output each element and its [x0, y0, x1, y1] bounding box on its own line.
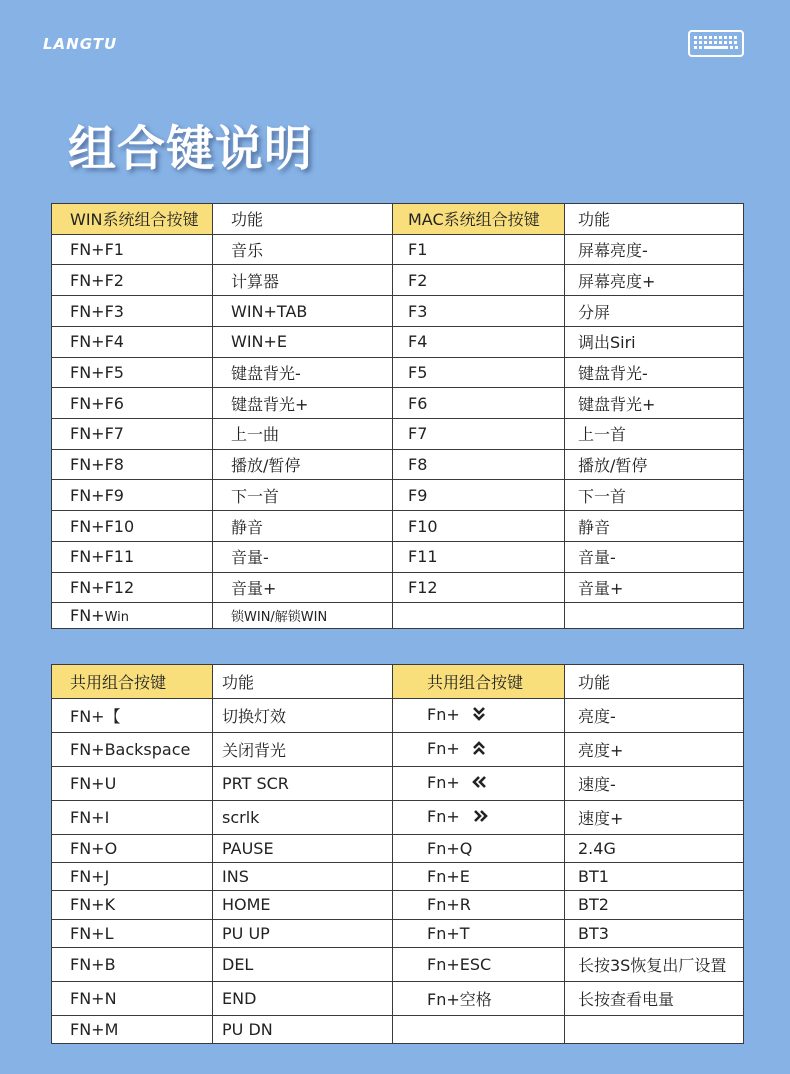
mac-key-cell: F9 — [393, 480, 565, 511]
shared-key-cell: FN+L — [52, 919, 213, 947]
fn-prefix: FN+ — [70, 606, 105, 626]
key-label: Fn+R — [427, 895, 471, 915]
shared-key-cell — [393, 862, 565, 890]
table-row — [52, 732, 744, 766]
table-row — [52, 862, 744, 890]
win-key-cell: FN+F8 — [52, 449, 213, 480]
win-key-cell: FN+F7 — [52, 419, 213, 450]
shared-function-cell: BT3 — [565, 919, 744, 947]
mac-function-cell: 屏幕亮度- — [565, 234, 744, 265]
mac-function-cell: 分屏 — [565, 296, 744, 327]
win-key-label: Win — [104, 610, 129, 626]
shared-function-cell: BT1 — [565, 862, 744, 890]
double-chevron-down-icon — [472, 706, 486, 725]
table-row — [52, 919, 744, 947]
brand-logo: LANGTU — [43, 35, 118, 53]
mac-function-cell: 调出Siri — [565, 326, 744, 357]
header-shared-keys: 共用组合按键 — [52, 665, 213, 699]
shared-key-cell: FN+M — [52, 1015, 213, 1043]
key-label: Fn+ — [427, 705, 460, 725]
shared-key-cell: FN+O — [52, 834, 213, 862]
mac-function-cell: 键盘背光- — [565, 357, 744, 388]
table-header-row — [52, 204, 744, 235]
keyboard-icon — [688, 30, 744, 57]
table-row — [52, 947, 744, 981]
win-key-cell: FN+F10 — [52, 511, 213, 542]
mac-function-cell: 键盘背光+ — [565, 388, 744, 419]
shared-key-cell: FN+I — [52, 800, 213, 834]
shared-key-cell: FN+N — [52, 981, 213, 1015]
mac-function-cell: 屏幕亮度+ — [565, 265, 744, 296]
page-title: 组合键说明 — [68, 121, 314, 177]
shared-key-cell — [393, 947, 565, 981]
key-label: Fn+Q — [427, 838, 473, 858]
shared-key-cell: FN+【 — [52, 698, 213, 732]
win-function-cell: 上一曲 — [213, 419, 393, 450]
shared-function-cell: 速度+ — [565, 800, 744, 834]
table-row — [52, 296, 744, 327]
shared-function-cell: 亮度+ — [565, 732, 744, 766]
key-label: Fn+空格 — [427, 989, 492, 1009]
table-row — [52, 1015, 744, 1043]
double-chevron-left-icon — [472, 774, 488, 793]
mac-key-cell — [393, 603, 565, 629]
win-key-cell: FN+F12 — [52, 572, 213, 603]
shared-function-cell: BT2 — [565, 891, 744, 919]
key-label: Fn+ — [427, 739, 460, 759]
mac-key-cell: F4 — [393, 326, 565, 357]
mac-function-cell: 播放/暂停 — [565, 449, 744, 480]
shared-function-cell: INS — [213, 862, 393, 890]
table-row — [52, 603, 744, 629]
shared-key-cell — [393, 766, 565, 800]
win-function-cell: WIN+TAB — [213, 296, 393, 327]
mac-key-cell: F3 — [393, 296, 565, 327]
table-row — [52, 326, 744, 357]
win-function-cell: 静音 — [213, 511, 393, 542]
shared-key-cell: FN+Backspace — [52, 732, 213, 766]
win-key-cell: FN+F5 — [52, 357, 213, 388]
mac-function-cell: 静音 — [565, 511, 744, 542]
table-row — [52, 449, 744, 480]
shared-function-cell: scrlk — [213, 800, 393, 834]
shared-function-cell: 关闭背光 — [213, 732, 393, 766]
key-label: Fn+ESC — [427, 954, 492, 974]
shared-key-cell — [393, 732, 565, 766]
key-label: Fn+ — [427, 773, 460, 793]
header-shared-keys: 共用组合按键 — [393, 665, 565, 699]
win-function-cell: 计算器 — [213, 265, 393, 296]
table-row — [52, 981, 744, 1015]
table-row — [52, 357, 744, 388]
shared-key-cell: FN+B — [52, 947, 213, 981]
shared-key-cell — [393, 834, 565, 862]
table-row — [52, 834, 744, 862]
table-row — [52, 541, 744, 572]
shared-function-cell: 2.4G — [565, 834, 744, 862]
mac-function-cell: 下一首 — [565, 480, 744, 511]
shared-function-cell: 切换灯效 — [213, 698, 393, 732]
header-function: 功能 — [565, 204, 744, 235]
win-key-cell: FN+F1 — [52, 234, 213, 265]
win-key-cell: FN+F2 — [52, 265, 213, 296]
win-function-cell: 音乐 — [213, 234, 393, 265]
win-function-cell: 锁WIN/解锁WIN — [213, 603, 393, 629]
shared-key-cell: FN+U — [52, 766, 213, 800]
shared-function-cell: END — [213, 981, 393, 1015]
key-label: Fn+ — [427, 807, 460, 827]
mac-key-cell: F2 — [393, 265, 565, 296]
win-function-cell: 键盘背光+ — [213, 388, 393, 419]
shared-shortcut-table — [51, 664, 744, 1044]
shared-key-cell: FN+J — [52, 862, 213, 890]
shared-key-cell — [393, 800, 565, 834]
shared-function-cell: PAUSE — [213, 834, 393, 862]
header-function: 功能 — [213, 204, 393, 235]
header-win-keys: WIN系统组合按键 — [52, 204, 213, 235]
header-function: 功能 — [213, 665, 393, 699]
mac-function-cell — [565, 603, 744, 629]
table-row — [52, 480, 744, 511]
mac-function-cell: 音量- — [565, 541, 744, 572]
mac-key-cell: F8 — [393, 449, 565, 480]
shared-function-cell: PU DN — [213, 1015, 393, 1043]
mac-key-cell: F6 — [393, 388, 565, 419]
shared-key-cell — [393, 1015, 565, 1043]
win-key-cell: FN+F9 — [52, 480, 213, 511]
shared-function-cell: PU UP — [213, 919, 393, 947]
shared-key-cell — [393, 891, 565, 919]
win-key-cell: FN+F6 — [52, 388, 213, 419]
win-key-cell: FN+F4 — [52, 326, 213, 357]
key-label: Fn+T — [427, 923, 470, 943]
win-function-cell: 键盘背光- — [213, 357, 393, 388]
shared-key-cell: FN+K — [52, 891, 213, 919]
shared-function-cell: 亮度- — [565, 698, 744, 732]
table-header-row — [52, 665, 744, 699]
shared-key-cell — [393, 698, 565, 732]
win-function-cell: 下一首 — [213, 480, 393, 511]
table-row — [52, 265, 744, 296]
mac-key-cell: F7 — [393, 419, 565, 450]
win-mac-shortcut-table — [51, 203, 744, 629]
key-label: Fn+E — [427, 867, 470, 887]
shared-function-cell: 速度- — [565, 766, 744, 800]
table-row — [52, 419, 744, 450]
table-row — [52, 388, 744, 419]
mac-key-cell: F1 — [393, 234, 565, 265]
shared-function-cell — [565, 1015, 744, 1043]
win-function-cell: WIN+E — [213, 326, 393, 357]
table-row — [52, 891, 744, 919]
shared-key-cell — [393, 919, 565, 947]
win-function-cell: 播放/暂停 — [213, 449, 393, 480]
shared-function-cell: 长按3S恢复出厂设置 — [565, 947, 744, 981]
win-key-cell: FN+F11 — [52, 541, 213, 572]
mac-key-cell: F11 — [393, 541, 565, 572]
header-function: 功能 — [565, 665, 744, 699]
win-function-cell: 音量+ — [213, 572, 393, 603]
double-chevron-right-icon — [472, 808, 488, 827]
table-row — [52, 800, 744, 834]
table-row — [52, 766, 744, 800]
table-row — [52, 234, 744, 265]
mac-function-cell: 音量+ — [565, 572, 744, 603]
table-row — [52, 511, 744, 542]
mac-key-cell: F12 — [393, 572, 565, 603]
mac-key-cell: F5 — [393, 357, 565, 388]
header-mac-keys: MAC系统组合按键 — [393, 204, 565, 235]
win-function-cell: 音量- — [213, 541, 393, 572]
table-row — [52, 698, 744, 732]
double-chevron-up-icon — [472, 740, 486, 759]
shared-function-cell: PRT SCR — [213, 766, 393, 800]
mac-key-cell: F10 — [393, 511, 565, 542]
shared-function-cell: HOME — [213, 891, 393, 919]
mac-function-cell: 上一首 — [565, 419, 744, 450]
shared-function-cell: DEL — [213, 947, 393, 981]
win-key-cell — [52, 603, 213, 629]
shared-key-cell — [393, 981, 565, 1015]
table-row — [52, 572, 744, 603]
shared-function-cell: 长按查看电量 — [565, 981, 744, 1015]
win-key-cell: FN+F3 — [52, 296, 213, 327]
